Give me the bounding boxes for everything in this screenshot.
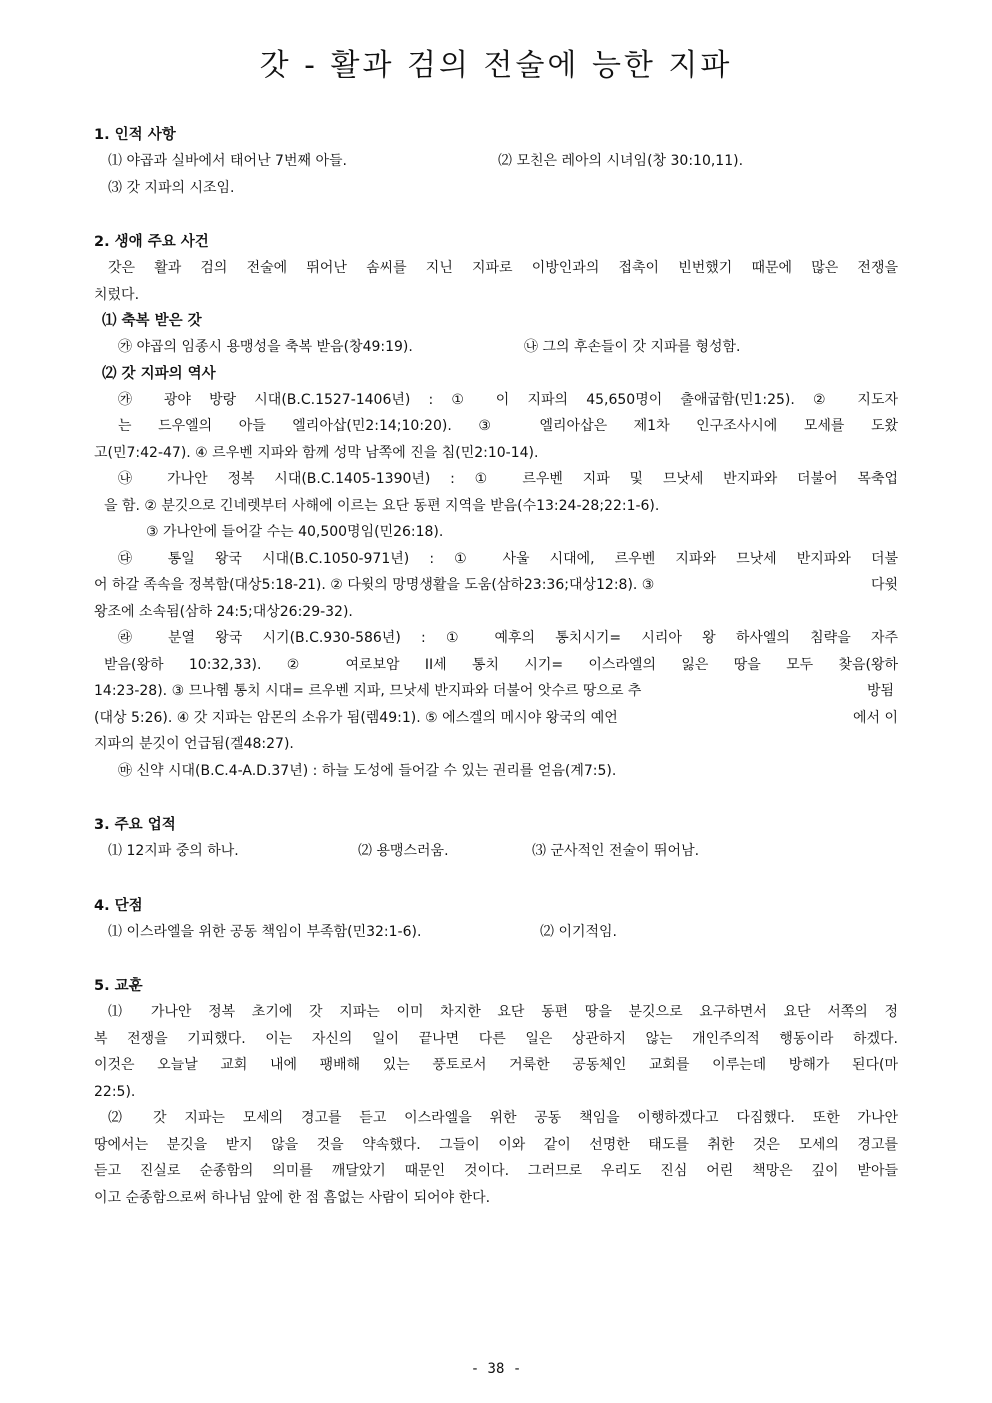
history-divided-kingdom-line-5: 지파의 분깃이 언급됨(겔48:27). — [94, 736, 294, 752]
history-united-kingdom-line-2-end: 다윗 — [870, 577, 898, 593]
history-divided-kingdom-line-2: 받음(왕하 10:32,33). ② 여로보암 II세 통치 시기= 이스라엘의 잃은 땅을 모두 찾음(왕하 — [104, 656, 898, 673]
history-wilderness-line-1: ㉮ 광야 방랑 시대(B.C.1527-1406년) : ① 이 지파의 45,650명이 출애굽함(민1:25). ② 지도자 — [118, 391, 898, 408]
section-heading-personal-info: 1. 인적 사항 — [94, 127, 176, 143]
personal-info-item-3: ⑶ 갓 지파의 시조임. — [108, 179, 235, 196]
history-divided-kingdom-line-4-end: 에서 이 — [852, 709, 898, 726]
lesson-1-line-2: 복 전쟁을 기피했다. 이는 자신의 일이 끝나면 다른 일은 상관하지 않는 개인주의적 행동이라 하겠다. — [94, 1030, 898, 1047]
events-intro-line-2: 치렀다. — [94, 286, 140, 303]
history-divided-kingdom-line-3: 14:23-28). ③ 므나헴 통치 시대= 르우벤 지파, 므낫세 반지파와 더불어 앗수르 땅으로 추 — [94, 683, 642, 699]
blessed-item-a: ㉮ 야곱의 임종시 용맹성을 축복 받음(창49:19). — [118, 339, 413, 355]
achievement-item-3: ⑶ 군사적인 전술이 뛰어남. — [532, 843, 700, 859]
list-item — [94, 148, 898, 175]
history-united-kingdom-line-2: 어 하갈 족속을 정복함(대상5:18-21). ② 다윗의 망명생활을 도움(삼하23:36;대상12:8). ③ — [94, 577, 655, 593]
lesson-1-line-4: 22:5). — [94, 1083, 136, 1100]
history-divided-kingdom-line-1: ㉱ 분열 왕국 시기(B.C.930-586년) : ① 예후의 통치시기= 시리아 왕 하사엘의 침략을 자주 — [118, 630, 898, 646]
list-item — [94, 919, 898, 946]
list-item — [94, 838, 898, 865]
subsection-heading-history: ⑵ 갓 지파의 역사 — [102, 365, 216, 382]
history-wilderness-line-3: 고(민7:42-47). ④ 르우벤 지파와 함께 성막 남쪽에 진을 침(민2:10-14). — [94, 444, 539, 461]
achievement-item-2: ⑵ 용맹스러움. — [358, 843, 449, 859]
events-intro-line-1: 갓은 활과 검의 전술에 뛰어난 솜씨를 지닌 지파로 이방인과의 접촉이 빈번했기 때문에 많은 전쟁을 — [108, 260, 898, 276]
weakness-item-2: ⑵ 이기적임. — [540, 923, 617, 940]
weakness-item-1: ⑴ 이스라엘을 위한 공동 책임이 부족함(민32:1-6). — [108, 923, 422, 940]
history-conquest-line-2: 을 함. ② 분깃으로 긴네렛부터 사해에 이르는 요단 동편 지역을 받음(수13:24-28;22:1-6). — [104, 497, 660, 514]
history-new-testament-line-1: ㉲ 신약 시대(B.C.4-A.D.37년) : 하늘 도성에 들어갈 수 있는 권리를 얻음(계7:5). — [118, 762, 617, 779]
history-divided-kingdom-line-4: (대상 5:26). ④ 갓 지파는 암몬의 소유가 됨(렘49:1). ⑤ 에스겔의 메시야 왕국의 예언 — [94, 709, 618, 726]
page-title: 갓 - 활과 검의 전술에 능한 지파 — [259, 48, 733, 83]
lesson-2-line-2: 땅에서는 분깃을 받지 않을 것을 약속했다. 그들이 이와 같이 선명한 태도를 취한 것은 모세의 경고를 — [94, 1136, 898, 1153]
personal-info-item-1: ⑴ 야곱과 실바에서 태어난 7번째 아들. — [108, 153, 347, 169]
history-wilderness-line-2: 는 드우엘의 아들 엘리아삽(민2:14;10:20). ③ 엘리아삽은 제1차 인구조사시에 모세를 도왔 — [118, 418, 898, 434]
lesson-2-line-1: ⑵ 갓 지파는 모세의 경고를 듣고 이스라엘을 위한 공동 책임을 이행하겠다고 다짐했다. 또한 가나안 — [108, 1110, 898, 1126]
section-heading-achievements: 3. 주요 업적 — [94, 817, 176, 833]
lesson-1-line-3: 이것은 오늘날 교회 내에 팽배해 있는 풍토로서 거룩한 공동체인 교회를 이루는데 방해가 된다(마 — [94, 1057, 898, 1073]
section-heading-weaknesses: 4. 단점 — [94, 897, 143, 914]
page-number: - 38 - — [470, 1361, 522, 1377]
history-conquest-line-1: ㉯ 가나안 정복 시대(B.C.1405-1390년) : ① 르우벤 지파 및 므낫세 반지파와 더불어 목축업 — [118, 471, 898, 487]
list-item — [94, 572, 898, 599]
list-item — [94, 678, 898, 705]
achievement-item-1: ⑴ 12지파 중의 하나. — [108, 843, 239, 859]
history-united-kingdom-line-1: ㉰ 통일 왕국 시대(B.C.1050-971년) : ① 사울 시대에, 르우벤 지파와 므낫세 반지파와 더불 — [118, 550, 898, 567]
lesson-1-line-1: ⑴ 가나안 정복 초기에 갓 지파는 이미 차지한 요단 동편 땅을 분깃으로 요구하면서 요단 서쪽의 정 — [108, 1004, 898, 1020]
list-item — [94, 705, 898, 732]
personal-info-item-2: ⑵ 모친은 레아의 시녀임(창 30:10,11). — [498, 153, 744, 169]
blessed-item-b: ㉯ 그의 후손들이 갓 지파를 형성함. — [524, 339, 741, 355]
section-heading-major-events: 2. 생애 주요 사건 — [94, 234, 209, 250]
history-divided-kingdom-line-3-end: 방됨 — [866, 683, 894, 699]
document-body — [94, 122, 898, 1211]
subsection-heading-blessed: ⑴ 축복 받은 갓 — [102, 313, 202, 329]
history-united-kingdom-line-3: 왕조에 소속됨(삼하 24:5;대상26:29-32). — [94, 603, 353, 620]
history-conquest-line-3: ③ 가나안에 들어갈 수는 40,500명임(민26:18). — [146, 524, 444, 540]
lesson-2-line-4: 이고 순종함으로써 하나님 앞에 한 점 흠없는 사람이 되어야 한다. — [94, 1189, 491, 1206]
lesson-2-line-3: 듣고 진실로 순종함의 의미를 깨달았기 때문인 것이다. 그러므로 우리도 진심 어린 책망은 깊이 받아들 — [94, 1163, 898, 1179]
list-item — [94, 334, 898, 361]
section-heading-lessons: 5. 교훈 — [94, 978, 143, 994]
